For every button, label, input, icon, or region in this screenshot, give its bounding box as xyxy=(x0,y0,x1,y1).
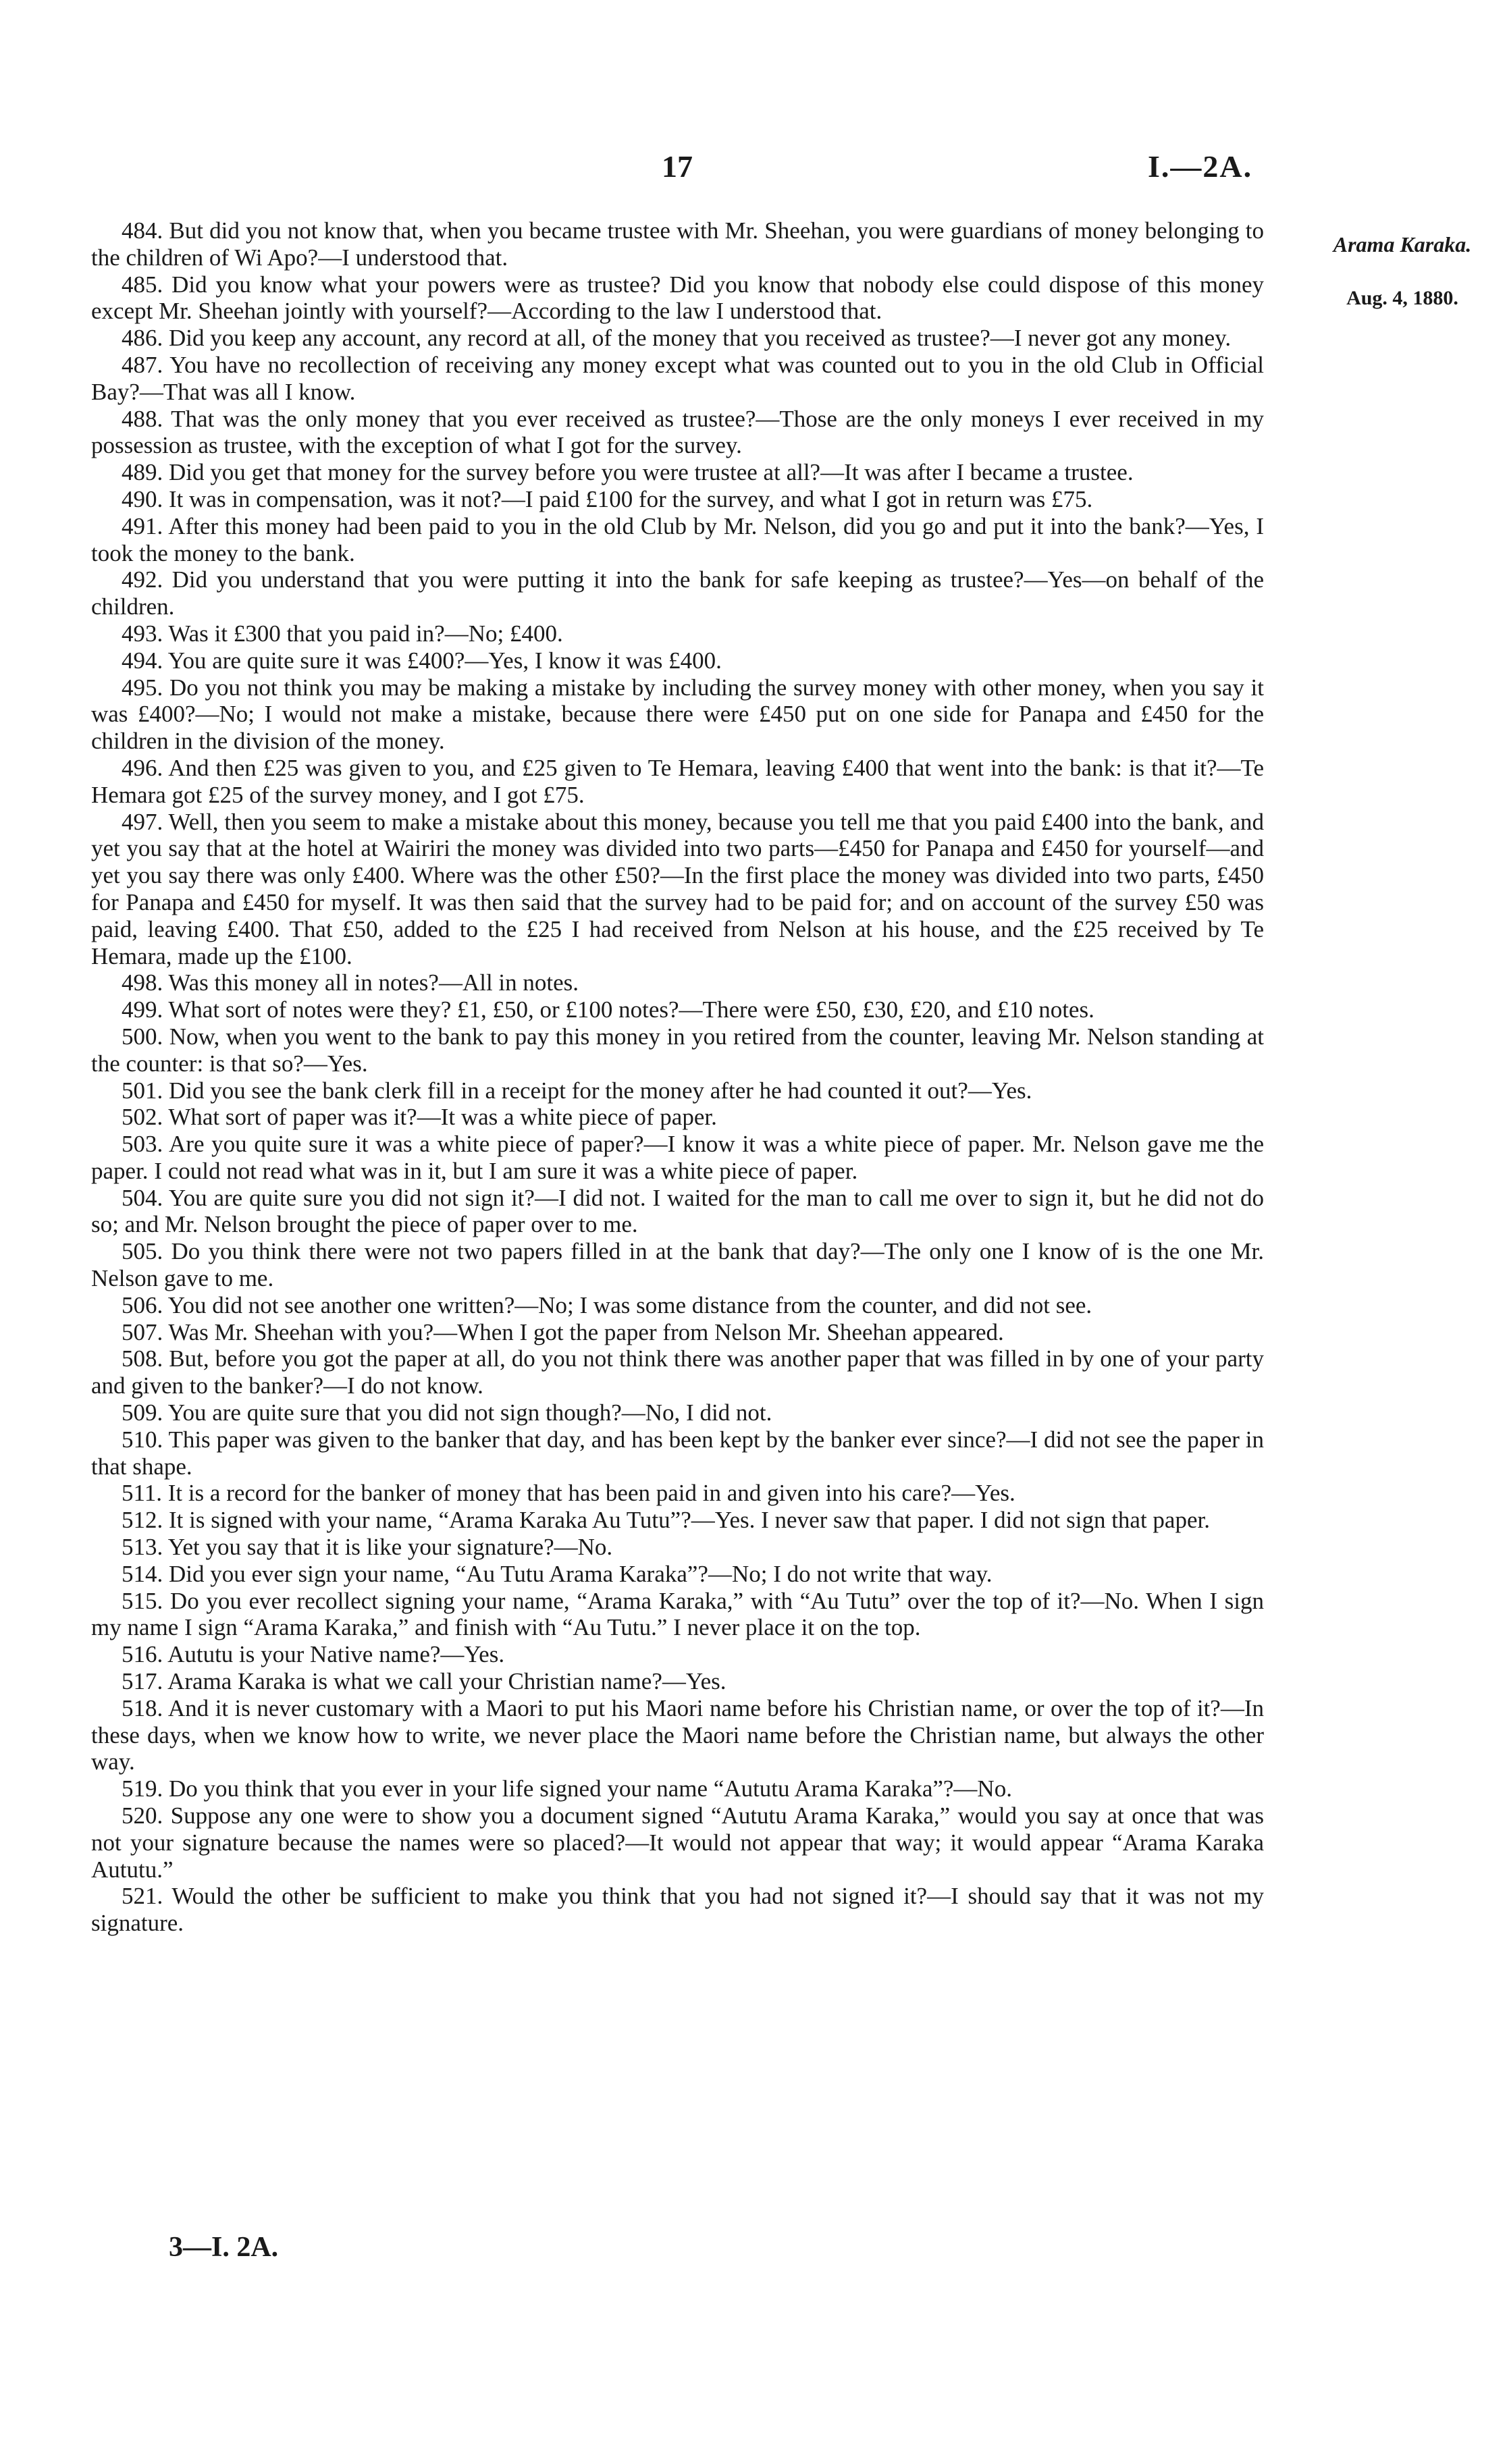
testimony-paragraph: 484. But did you not know that, when you became trustee with Mr. Sheehan, you were guardians of money belonging to the children of Wi Apo?—I understood that. xyxy=(91,217,1264,271)
testimony-paragraph: 507. Was Mr. Sheehan with you?—When I got the paper from Nelson Mr. Sheehan appeared. xyxy=(122,1318,1004,1345)
testimony-paragraph: 485. Did you know what your powers were as trustee? Did you know that nobody else could dispose of this money except Mr. Sheehan jointly with yourself?—According to the law I understood that. xyxy=(91,271,1264,325)
testimony-paragraph: 494. You are quite sure it was £400?—Yes, I know it was £400. xyxy=(122,647,722,674)
testimony-paragraph: 517. Arama Karaka is what we call your Christian name?—Yes. xyxy=(122,1668,726,1695)
testimony-paragraph: 491. After this money had been paid to you in the old Club by Mr. Nelson, did you go and put it into the bank?—Yes, I took the money to the bank. xyxy=(91,512,1264,566)
testimony-paragraph: 506. You did not see another one written?—No; I was some distance from the counter, and did not see. xyxy=(122,1291,1092,1318)
testimony-paragraph: 519. Do you think that you ever in your life signed your name “Aututu Arama Karaka”?—No. xyxy=(122,1775,1012,1802)
testimony-paragraph: 487. You have no recollection of receiving any money except what was counted out to you in the old Club in Official Bay?—That was all I know. xyxy=(91,351,1264,405)
testimony-paragraph: 489. Did you get that money for the survey before you were trustee at all?—It was after I became a trustee. xyxy=(122,459,1134,486)
testimony-paragraph: 486. Did you keep any account, any record at all, of the money that you received as trustee?—I never got any money. xyxy=(122,325,1232,352)
testimony-paragraph: 515. Do you ever recollect signing your name, “Arama Karaka,” with “Au Tutu” over the top of it?—No. When I sign my name I sign “Arama Karaka,” and finish with “Au Tutu.” I never place it on the top. xyxy=(91,1587,1264,1641)
testimony-paragraph: 513. Yet you say that it is like your signature?—No. xyxy=(122,1534,613,1561)
hearing-date: Aug. 4, 1880. xyxy=(1346,287,1458,309)
page-number: 17 xyxy=(662,149,693,184)
testimony-paragraph: 499. What sort of notes were they? £1, £50, or £100 notes?—There were £50, £30, £20, and £10 notes. xyxy=(122,996,1094,1023)
testimony-paragraph: 493. Was it £300 that you paid in?—No; £400. xyxy=(122,620,563,647)
document-reference: I.—2A. xyxy=(1148,149,1253,184)
testimony-paragraph: 510. This paper was given to the banker that day, and has been kept by the banker ever since?—I did not see the paper in that shape. xyxy=(91,1426,1264,1480)
testimony-body xyxy=(91,217,1264,1937)
testimony-paragraph: 498. Was this money all in notes?—All in notes. xyxy=(122,969,579,996)
testimony-paragraph: 514. Did you ever sign your name, “Au Tutu Arama Karaka”?—No; I do not write that way. xyxy=(122,1560,993,1587)
testimony-paragraph: 508. But, before you got the paper at all, do you not think there was another paper that was filled in by one of your party and given to the banker?—I do not know. xyxy=(91,1345,1264,1399)
margin-note xyxy=(1311,217,1493,325)
testimony-paragraph: 511. It is a record for the banker of money that has been paid in and given into his care?—Yes. xyxy=(122,1480,1015,1507)
testimony-paragraph: 501. Did you see the bank clerk fill in a receipt for the money after he had counted it out?—Yes. xyxy=(122,1077,1032,1104)
testimony-paragraph: 495. Do you not think you may be making a mistake by including the survey money with other money, when you say it was £400?—No; I would not make a mistake, because there were £450 put on one side for Panapa and £450 for the children in the division of the money. xyxy=(91,674,1264,755)
testimony-paragraph: 509. You are quite sure that you did not sign though?—No, I did not. xyxy=(122,1399,772,1426)
testimony-paragraph: 521. Would the other be sufficient to make you think that you had not signed it?—I should say that it was not my signature. xyxy=(91,1883,1264,1937)
testimony-paragraph: 503. Are you quite sure it was a white piece of paper?—I know it was a white piece of paper. Mr. Nelson gave me the paper. I could not read what was in it, but I am sure it was a white piece of paper. xyxy=(91,1131,1264,1184)
testimony-paragraph: 520. Suppose any one were to show you a document signed “Aututu Arama Karaka,” would you say at once that was not your signature because the names were so placed?—It would not appear that way; it would appear “Arama Karaka Aututu.” xyxy=(91,1802,1264,1883)
testimony-paragraph: 505. Do you think there were not two papers filled in at the bank that day?—The only one I know of is the one Mr. Nelson gave to me. xyxy=(91,1238,1264,1292)
testimony-paragraph: 512. It is signed with your name, “Arama Karaka Au Tutu”?—Yes. I never saw that paper. I did not sign that paper. xyxy=(122,1507,1210,1534)
printer-signature-mark: 3—I. 2A. xyxy=(169,2232,279,2263)
testimony-paragraph: 518. And it is never customary with a Maori to put his Maori name before his Christian name, or over the top of it?—In these days, when we know how to write, we never place the Maori name before the Christian name, but always the other way. xyxy=(91,1694,1264,1775)
testimony-paragraph: 516. Aututu is your Native name?—Yes. xyxy=(122,1641,505,1668)
testimony-paragraph: 504. You are quite sure you did not sign it?—I did not. I waited for the man to call me over to sign it, but he did not do so; and Mr. Nelson brought the piece of paper over to me. xyxy=(91,1184,1264,1238)
testimony-paragraph: 497. Well, then you seem to make a mistake about this money, because you tell me that you paid £400 into the bank, and yet you say that at the hotel at Wairiri the money was divided into two parts—£450 for Panapa and £450 for yourself—and yet you say there was only £400. Where was the other £50?—In the first place the money was divided into two parts, £450 for Panapa and £450 for myself. It was then said that the survey had to be paid for; and on account of the survey £50 was paid, leaving £400. That £50, added to the £25 I had received from Nelson at his house, and the £25 received by Te Hemara, made up the £100. xyxy=(91,808,1264,969)
testimony-paragraph: 496. And then £25 was given to you, and £25 given to Te Hemara, leaving £400 that went into the bank: is that it?—Te Hemara got £25 of the survey money, and I got £75. xyxy=(91,754,1264,808)
witness-name: Arama Karaka. xyxy=(1333,232,1472,257)
testimony-paragraph: 500. Now, when you went to the bank to pay this money in you retired from the counter, leaving Mr. Nelson standing at the counter: is that so?—Yes. xyxy=(91,1023,1264,1077)
testimony-paragraph: 490. It was in compensation, was it not?—I paid £100 for the survey, and what I got in return was £75. xyxy=(122,485,1093,512)
testimony-paragraph: 492. Did you understand that you were putting it into the bank for safe keeping as trustee?—Yes—on behalf of the children. xyxy=(91,566,1264,620)
testimony-paragraph: 502. What sort of paper was it?—It was a white piece of paper. xyxy=(122,1104,717,1131)
testimony-paragraph: 488. That was the only money that you ever received as trustee?—Those are the only moneys I ever received in my possession as trustee, with the exception of what I got for the survey. xyxy=(91,405,1264,459)
